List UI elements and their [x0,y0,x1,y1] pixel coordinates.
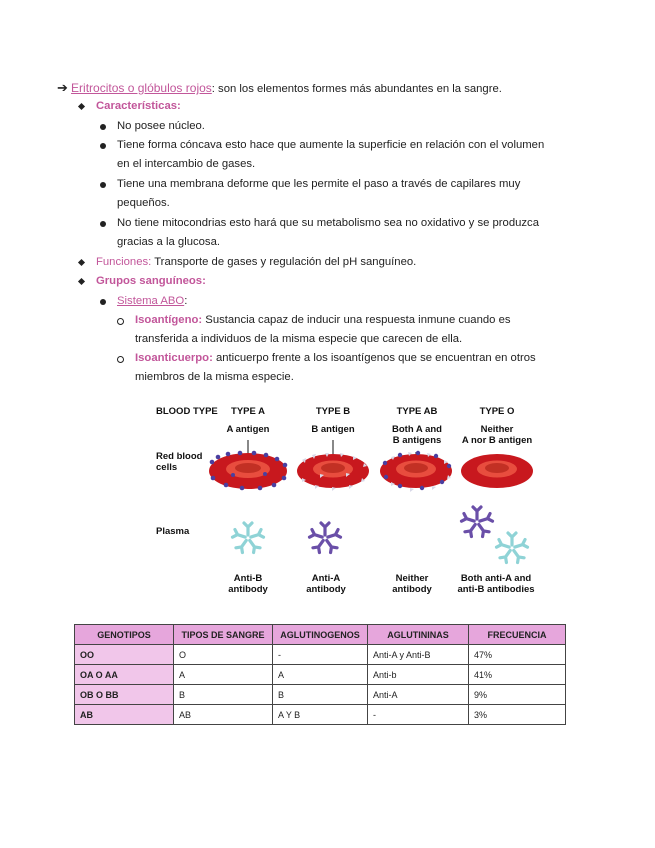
anti-a-antibody-icon [461,507,492,536]
cell-tipo: O [174,645,273,665]
sistema-abo-line [117,293,187,309]
anti-b-antibody-icon [232,523,263,552]
caracteristica-item: No posee núcleo. [117,120,205,132]
dot-bullet-icon [100,221,106,227]
cell-tipo: AB [174,705,273,725]
antibody-line: Both anti-A and [460,573,532,584]
cell-aglutinina: Anti-b [368,665,469,685]
red-cells-label-line: cells [156,462,178,473]
intro-text: son los elementos formes más abundantes en la sangre. [214,83,502,95]
table-row [75,705,566,725]
antibody-line: antibody [306,584,346,595]
caracteristica-item-cont: pequeños. [117,197,170,209]
cell-frecuencia: 3% [469,705,566,725]
type-a-antibody-label [208,573,288,595]
red-cell-type-o-icon [461,454,533,488]
intro-colon: : [211,83,215,95]
header-aglutinogenos: AGLUTINOGENOS [273,625,368,645]
header-tipos: TIPOS DE SANGRE [174,625,273,645]
isoanticuerpo-title: Isoanticuerpo: [135,352,213,364]
anti-b-antibody-icon [496,533,527,562]
type-a-label: TYPE A [231,406,265,417]
antibody-line: antibody [392,584,432,595]
antibody-line: anti-B antibodies [457,584,535,595]
blood-group-table [74,624,566,725]
type-o-antibody-label [444,573,548,595]
red-cell-type-ab-icon [380,451,452,492]
sistema-abo-link[interactable]: Sistema ABO [117,295,185,307]
red-cell-type-b-icon [297,453,369,491]
antibody-line: Anti-B [233,573,263,584]
type-ab-antibody-label [372,573,452,595]
cell-aglutinina: - [368,705,469,725]
antigen-line: A nor B antigen [461,435,533,446]
red-cells-label-line: Red blood [156,451,203,462]
cell-aglutinina: Anti-A [368,685,469,705]
header-genotipos: GENOTIPOS [75,625,174,645]
circle-bullet-icon [117,356,124,363]
caracteristica-item: Tiene una membrana deforme que les permite el paso a través de capilares muy [117,178,521,190]
antigen-line: Both A and [392,424,442,435]
type-a-antigen: A antigen [226,424,270,435]
funciones-line [96,254,416,270]
dot-bullet-icon [100,299,106,305]
erythrocytes-term[interactable]: Eritrocitos o glóbulos rojos [71,81,212,95]
caracteristica-item-cont: en el intercambio de gases. [117,158,256,170]
isoantigeno-title: Isoantígeno: [135,314,203,326]
type-ab-label: TYPE AB [396,406,438,417]
isoantigeno-line [135,312,511,328]
type-o-label: TYPE O [479,406,515,417]
funciones-text: Transporte de gases y regulación del pH sanguíneo. [151,256,417,268]
caracteristicas-title: Características: [96,100,181,112]
isoanticuerpo-line [135,350,536,366]
funciones-title: Funciones: [96,256,152,268]
cell-frecuencia: 9% [469,685,566,705]
isoantigeno-text: Sustancia capaz de inducir una respuesta inmune cuando es [202,314,511,326]
cell-frecuencia: 41% [469,665,566,685]
isoanticuerpo-text: anticuerpo frente a los isoantígenos que se encuentran en otros [212,352,536,364]
type-b-antigen: B antigen [311,424,355,435]
caracteristica-item: Tiene forma cóncava esto hace que aumente la superficie en relación con el volumen [117,139,545,151]
sistema-colon: : [184,295,188,307]
table-row [75,645,566,665]
antibody-line: Neither [395,573,429,584]
intro-line [57,80,502,97]
antibody-line: antibody [228,584,268,595]
red-cell-type-a-icon [209,451,287,491]
dot-bullet-icon [100,124,106,130]
dot-bullet-icon [100,182,106,188]
table-row [75,665,566,685]
cell-genotipo: OO [75,645,174,665]
cell-genotipo: AB [75,705,174,725]
antigen-line: B antigens [392,435,442,446]
cell-aglutinogeno: - [273,645,368,665]
type-b-label: TYPE B [315,406,351,417]
isoanticuerpo-text-cont: miembros de la misma especie. [135,371,294,383]
cell-genotipo: OA O AA [75,665,174,685]
grupos-title: Grupos sanguíneos: [96,275,206,287]
plasma-label: Plasma [156,526,190,537]
diamond-bullet-icon [78,278,85,285]
cell-aglutinogeno: A [273,665,368,685]
arrow-icon: ➔ [57,80,68,95]
cell-aglutinogeno: B [273,685,368,705]
anti-a-antibody-icon [309,523,340,552]
cell-aglutinogeno: A Y B [273,705,368,725]
cell-tipo: A [174,665,273,685]
blood-type-label: BLOOD TYPE [156,406,218,417]
diamond-bullet-icon [78,259,85,266]
antibody-line: Anti-A [311,573,341,584]
dot-bullet-icon [100,143,106,149]
circle-bullet-icon [117,318,124,325]
cell-aglutinina: Anti-A y Anti-B [368,645,469,665]
caracteristica-item: No tiene mitocondrias esto hará que su metabolismo sea no oxidativo y se produzca [117,217,539,229]
isoantigeno-text-cont: transferida a individuos de la misma especie que carecen de ella. [135,333,463,345]
header-aglutininas: AGLUTININAS [368,625,469,645]
type-b-antibody-label [286,573,366,595]
cell-genotipo: OB O BB [75,685,174,705]
table-header-row [75,625,566,645]
antigen-line: Neither [480,424,514,435]
caracteristica-item-cont: gracias a la glucosa. [117,236,220,248]
cell-tipo: B [174,685,273,705]
table-row [75,685,566,705]
diamond-bullet-icon [78,103,85,110]
header-frecuencia: FRECUENCIA [469,625,566,645]
cell-frecuencia: 47% [469,645,566,665]
